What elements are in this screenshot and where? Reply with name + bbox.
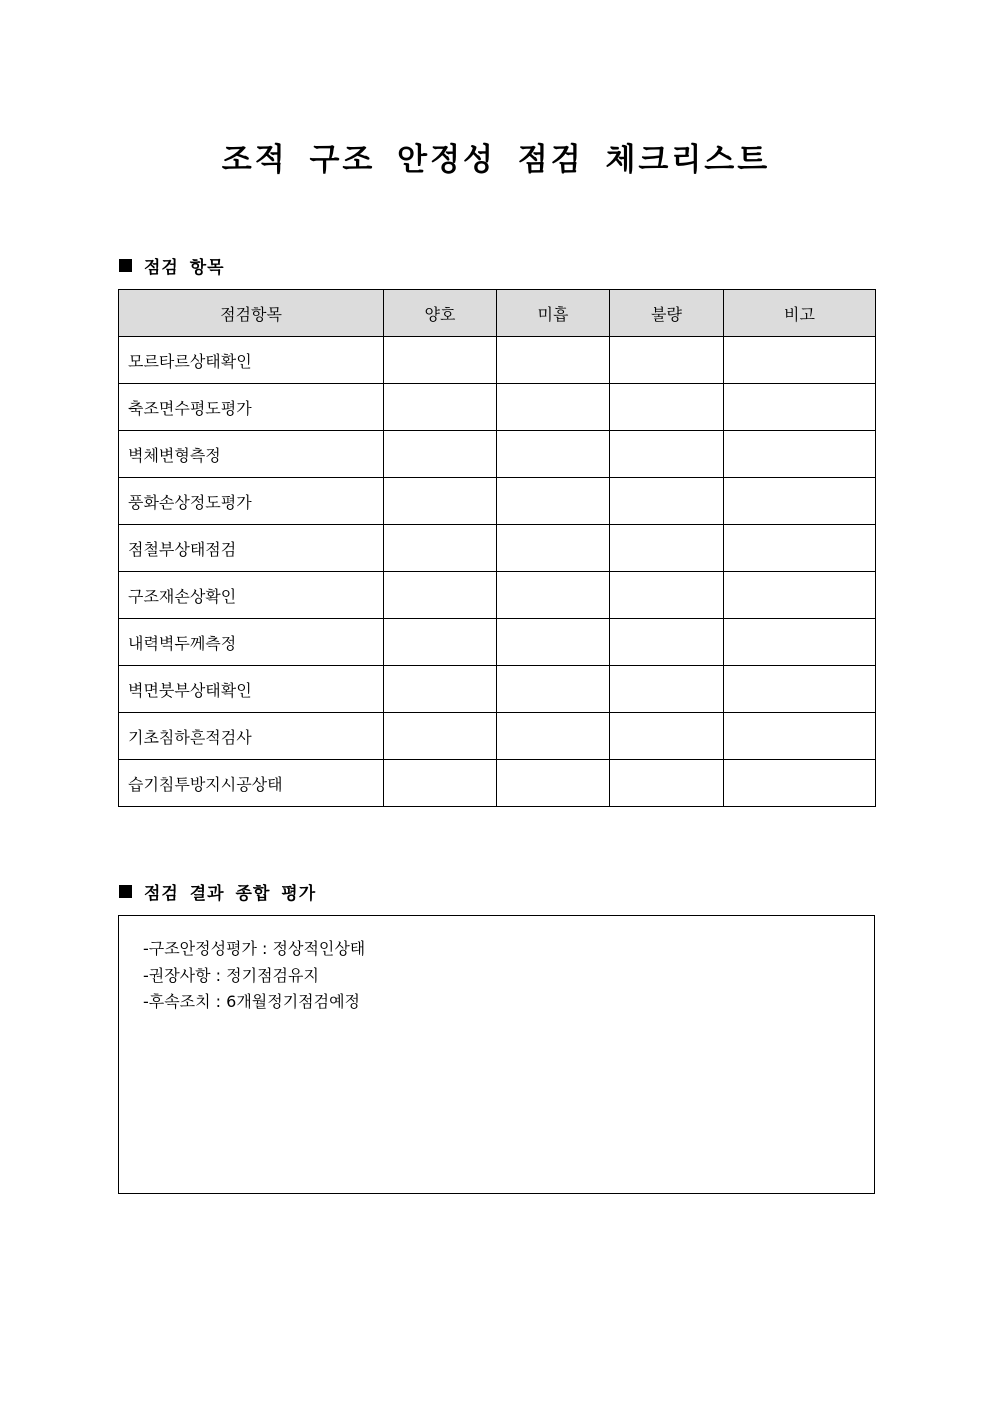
bad-check-cell[interactable] (610, 384, 724, 431)
square-bullet-icon (119, 259, 132, 272)
checklist-table (118, 289, 876, 807)
item-cell: 모르타르상태확인 (119, 337, 384, 384)
section-heading-items (119, 253, 225, 278)
bad-check-cell[interactable] (610, 572, 724, 619)
table-row (119, 337, 876, 384)
table-row (119, 760, 876, 807)
section-heading-result-label: 점검 결과 종합 평가 (144, 884, 317, 904)
section-heading-items-label: 점검 항목 (144, 258, 225, 278)
table-row (119, 478, 876, 525)
insufficient-check-cell[interactable] (497, 666, 610, 713)
good-check-cell[interactable] (384, 619, 497, 666)
note-cell[interactable] (724, 431, 876, 478)
bad-check-cell[interactable] (610, 525, 724, 572)
bad-check-cell[interactable] (610, 666, 724, 713)
good-check-cell[interactable] (384, 713, 497, 760)
item-cell: 벽면붓부상태확인 (119, 666, 384, 713)
header-note: 비고 (724, 290, 876, 337)
table-header-row (119, 290, 876, 337)
item-cell: 점철부상태점검 (119, 525, 384, 572)
header-bad: 불량 (610, 290, 724, 337)
table-row (119, 619, 876, 666)
bad-check-cell[interactable] (610, 478, 724, 525)
square-bullet-icon (119, 885, 132, 898)
insufficient-check-cell[interactable] (497, 760, 610, 807)
good-check-cell[interactable] (384, 384, 497, 431)
table-row (119, 666, 876, 713)
table-row (119, 431, 876, 478)
good-check-cell[interactable] (384, 666, 497, 713)
result-summary-box (118, 915, 875, 1194)
table-row (119, 525, 876, 572)
bad-check-cell[interactable] (610, 760, 724, 807)
note-cell[interactable] (724, 760, 876, 807)
bad-check-cell[interactable] (610, 619, 724, 666)
table-row (119, 572, 876, 619)
section-heading-result (119, 879, 316, 904)
item-cell: 내력벽두께측정 (119, 619, 384, 666)
note-cell[interactable] (724, 713, 876, 760)
insufficient-check-cell[interactable] (497, 525, 610, 572)
good-check-cell[interactable] (384, 478, 497, 525)
good-check-cell[interactable] (384, 572, 497, 619)
item-cell: 구조재손상확인 (119, 572, 384, 619)
note-cell[interactable] (724, 572, 876, 619)
good-check-cell[interactable] (384, 760, 497, 807)
header-good: 양호 (384, 290, 497, 337)
insufficient-check-cell[interactable] (497, 713, 610, 760)
insufficient-check-cell[interactable] (497, 337, 610, 384)
note-cell[interactable] (724, 478, 876, 525)
insufficient-check-cell[interactable] (497, 619, 610, 666)
item-cell: 벽체변형측정 (119, 431, 384, 478)
good-check-cell[interactable] (384, 337, 497, 384)
insufficient-check-cell[interactable] (497, 384, 610, 431)
table-row (119, 713, 876, 760)
bad-check-cell[interactable] (610, 337, 724, 384)
note-cell[interactable] (724, 619, 876, 666)
document-title: 조적 구조 안정성 점검 체크리스트 (221, 142, 771, 178)
header-insufficient: 미흡 (497, 290, 610, 337)
insufficient-check-cell[interactable] (497, 478, 610, 525)
item-cell: 습기침투방지시공상태 (119, 760, 384, 807)
header-item: 점검항목 (119, 290, 384, 337)
item-cell: 풍화손상정도평가 (119, 478, 384, 525)
note-cell[interactable] (724, 384, 876, 431)
note-cell[interactable] (724, 337, 876, 384)
good-check-cell[interactable] (384, 431, 497, 478)
insufficient-check-cell[interactable] (497, 572, 610, 619)
result-line: -권장사항 : 정기점검유지 (143, 965, 319, 985)
insufficient-check-cell[interactable] (497, 431, 610, 478)
note-cell[interactable] (724, 525, 876, 572)
result-line: -구조안정성평가 : 정상적인상태 (143, 939, 366, 958)
item-cell: 기초침하흔적검사 (119, 713, 384, 760)
note-cell[interactable] (724, 666, 876, 713)
table-row (119, 384, 876, 431)
bad-check-cell[interactable] (610, 431, 724, 478)
result-line: -후속조치 : 6개월정기점검예정 (143, 992, 360, 1011)
item-cell: 축조면수평도평가 (119, 384, 384, 431)
good-check-cell[interactable] (384, 525, 497, 572)
bad-check-cell[interactable] (610, 713, 724, 760)
